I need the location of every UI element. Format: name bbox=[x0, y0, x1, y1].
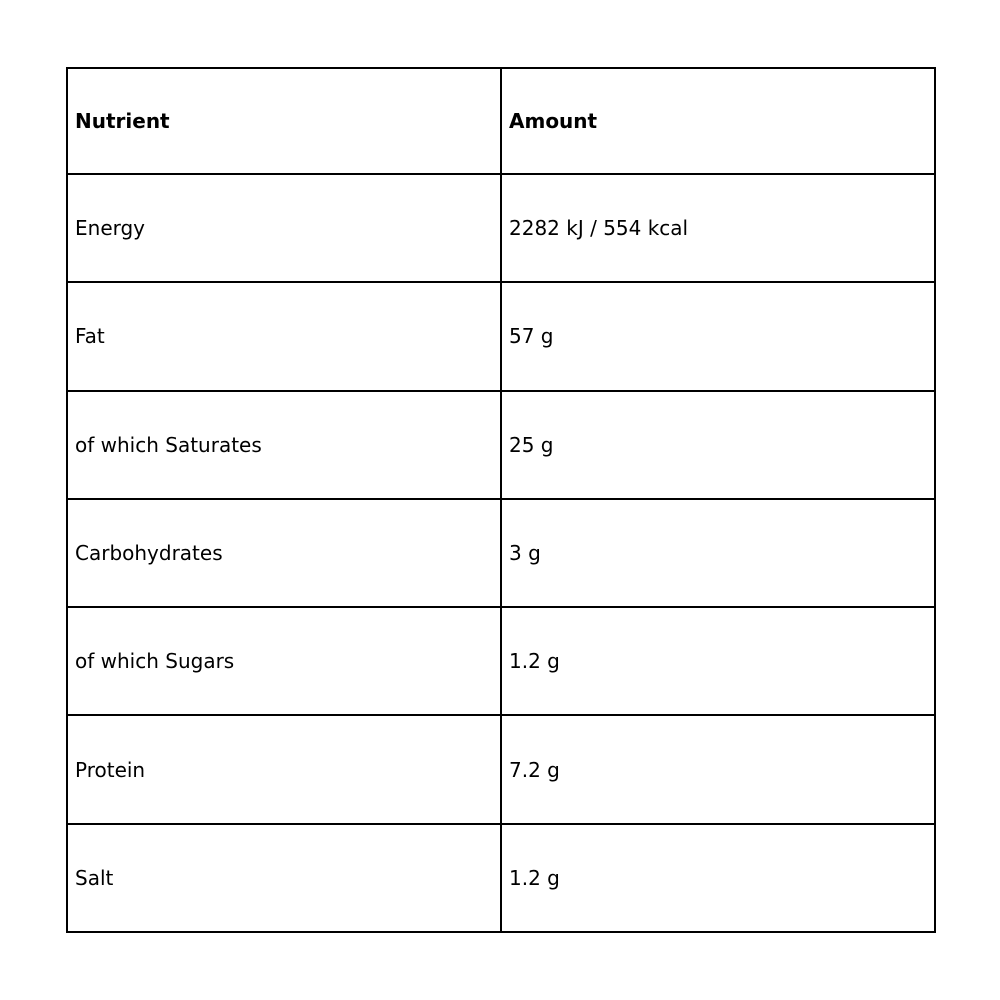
header-amount: Amount bbox=[501, 68, 935, 174]
table-header-row bbox=[67, 68, 935, 174]
table-row bbox=[67, 499, 935, 607]
amount-cell: 7.2 g bbox=[501, 715, 935, 823]
nutrient-cell: Fat bbox=[67, 282, 501, 390]
nutrient-cell: Protein bbox=[67, 715, 501, 823]
amount-cell: 25 g bbox=[501, 391, 935, 499]
nutrient-cell: Energy bbox=[67, 174, 501, 282]
nutrient-cell: Salt bbox=[67, 824, 501, 932]
amount-cell: 2282 kJ / 554 kcal bbox=[501, 174, 935, 282]
nutrition-table bbox=[66, 67, 936, 933]
nutrient-cell: Carbohydrates bbox=[67, 499, 501, 607]
table-row bbox=[67, 607, 935, 715]
table-row bbox=[67, 824, 935, 932]
table-row bbox=[67, 391, 935, 499]
nutrient-cell: of which Saturates bbox=[67, 391, 501, 499]
amount-cell: 57 g bbox=[501, 282, 935, 390]
amount-cell: 1.2 g bbox=[501, 824, 935, 932]
table-row bbox=[67, 282, 935, 390]
amount-cell: 3 g bbox=[501, 499, 935, 607]
table-row bbox=[67, 715, 935, 823]
table-row bbox=[67, 174, 935, 282]
header-nutrient: Nutrient bbox=[67, 68, 501, 174]
amount-cell: 1.2 g bbox=[501, 607, 935, 715]
nutrient-cell: of which Sugars bbox=[67, 607, 501, 715]
